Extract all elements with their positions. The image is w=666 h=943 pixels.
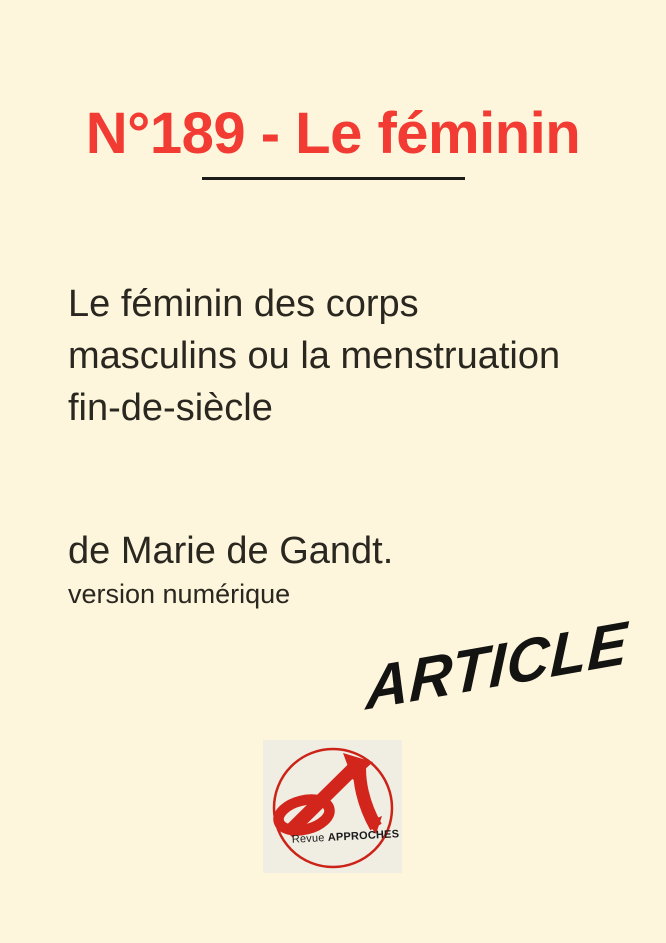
article-title <box>68 278 626 434</box>
article-title-line-2: masculins ou la menstruation <box>68 335 561 377</box>
article-title-line-1: Le féminin des corps <box>68 283 419 325</box>
title-divider <box>202 177 465 180</box>
revue-approches-logo-icon <box>263 740 402 873</box>
author-line: de Marie de Gandt. <box>68 530 394 572</box>
edition-label: version numérique <box>68 579 291 609</box>
article-badge: ARTICLE <box>364 608 630 723</box>
publisher-logo <box>263 740 402 873</box>
article-title-line-3: fin-de-siècle <box>68 387 273 429</box>
logo-caption-brand: APPROCHES <box>327 828 400 844</box>
logo-caption-prefix: Revue <box>291 832 325 846</box>
issue-title: N°189 - Le féminin <box>85 100 581 166</box>
